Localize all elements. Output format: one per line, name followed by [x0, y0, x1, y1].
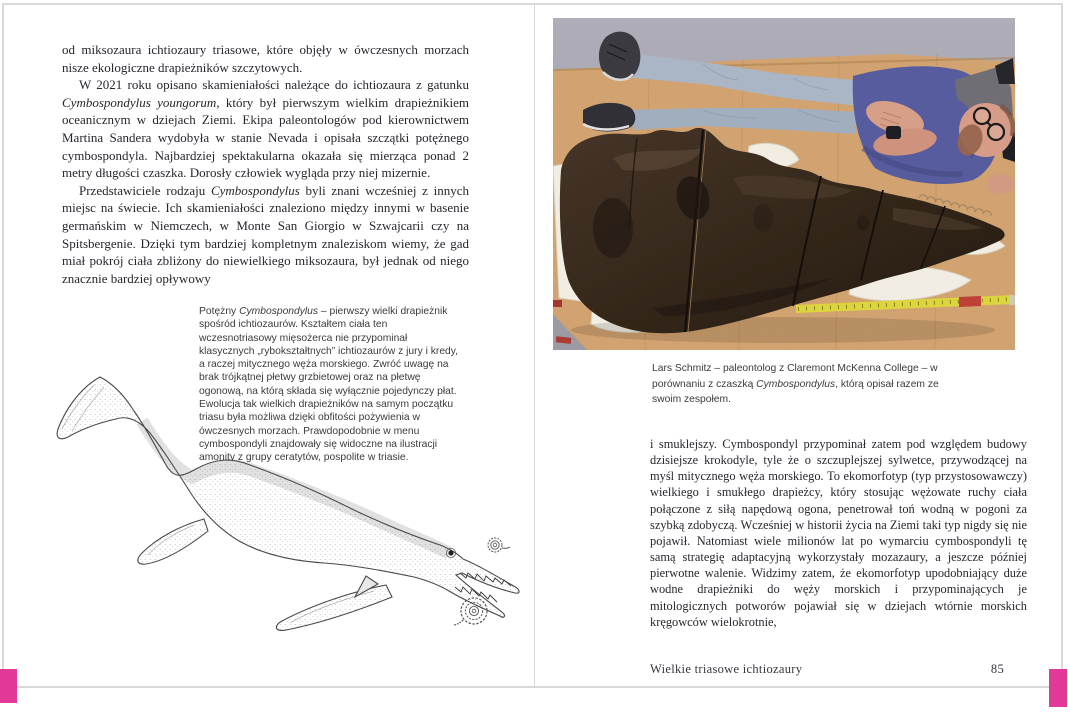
left-body-text: [62, 41, 469, 287]
paragraph: Przedstawiciele rodzaju Cymbospondylus byli znani wcześniej z innych miejsc na świecie. Ich skamieniałości znaleziono między innymi w basenie germańskim w Niemczech, w Monte San Giorgio w Szwajcarii czy na Spitsbergenie. Dzięki tym bardziej kompletnym znaleziskom wiemy, że gad miał pokrój ciała zbliżony do niewielkiego miksozaura, był jednak od niego znacznie bardziej opływowy: [62, 182, 469, 286]
photo-rendering: [553, 18, 1015, 350]
fossil-photograph: [553, 18, 1015, 350]
running-title: Wielkie triasowe ichtiozaury: [650, 662, 803, 676]
page-footer: [650, 662, 1004, 677]
page-gutter-divider: [534, 5, 535, 686]
ammonite-small: [488, 538, 510, 552]
sneaker-top: [599, 32, 640, 81]
red-tape: [553, 300, 562, 307]
pink-tab-left: [0, 669, 17, 703]
right-body-text: i smuklejszy. Cymbospondyl przypominał zatem pod względem budowy dzisiejsze krokodyle, tyle że o szczuplejszej sylwetce, przywodzącej na myśl mitycznego węża morskiego. To ekomorfotyp (typ przystosowawczy) wielkiego i smukłego drapieżcy, który stosując wężowate ruchy ciała połączone z siłą napędową ogona, penetrował toń wodną w pogoni za szybką zdobyczą. Wcześniej w historii życia na Ziemi taki typ nigdy się nie pojawił. Natomiast wiele milionów lat po wymarciu cymbospondyli tę samą strategię adaptacyjną wykorzystały mozazaury, a jeszcze później pierwotne walenie. Widzimy zatem, że ekomorfotyp upodobniający duże wodne drapieżniki do węży morskich i przypominających je mitologicznych potworów pojawiał się w dziejach wtórnie morskich kręgowców wielokrotnie,: [650, 437, 1027, 629]
photo-caption: Lars Schmitz – paleontolog z Claremont McKenna College – w porównaniu z czaszką Cymbospondylus, którą opisał razem ze swoim zespołem.: [652, 363, 939, 406]
pink-tab-right: [1049, 669, 1067, 707]
forearm: [987, 174, 1015, 194]
page-number: 85: [990, 662, 1004, 676]
eye: [448, 550, 453, 555]
cymbospondylus-illustration: [54, 373, 534, 643]
paragraph: W 2021 roku opisano skamieniałości należące do ichtiozaura z gatunku Cymbospondylus youngorum, który był pierwszym wielkim drapieżnikiem oceanicznym w dziejach Ziemi. Ekipa paleontologów pod kierownictwem Martina Sandera wydobyła w stanie Nevada i opisała szczątki potężnego cymbospondyla. Najbardziej spektakularna okazała się mierząca ponad 2 metry długości czaszka. Dorosły człowiek wygląda przy niej mizernie.: [62, 77, 469, 181]
sneaker-bottom: [583, 103, 635, 132]
ichthyosaur-drawing: [54, 373, 534, 643]
paragraph: od miksozaura ichtiozaury triasowe, które objęły w ówczesnych morzach nisze ekologiczne drapieżników szczytowych.: [62, 42, 469, 75]
wristwatch: [886, 126, 901, 139]
tape-red-segment: [959, 296, 981, 307]
illustration-caption: Potężny Cymbospondylus – pierwszy wielki drapieżnik spośród ichtiozaurów. Kształtem ciała ten wczesnotriasowy mięsożerca nie przypominał klasycznych „rybokształtnych” ichtiozaurów z jury i kredy, a raczej mitycznego węża morskiego. Zwróć uwagę na brak trójkątnej płetwy grzbietowej oraz na płetwę ogonową, na którą składa się wyłącznie pojedynczy płat. Ewolucja tak wielkich drapieżników na samym początku triasu była możliwa dzięki obfitości pożywienia w ówczesnych morzach. Prawdopodobnie w menu cymbospondyli znajdowały się widoczne na ilustracji amonity z grupy ceratytów, pospolite w triasie.: [199, 306, 459, 464]
page-spread: [2, 3, 1063, 688]
